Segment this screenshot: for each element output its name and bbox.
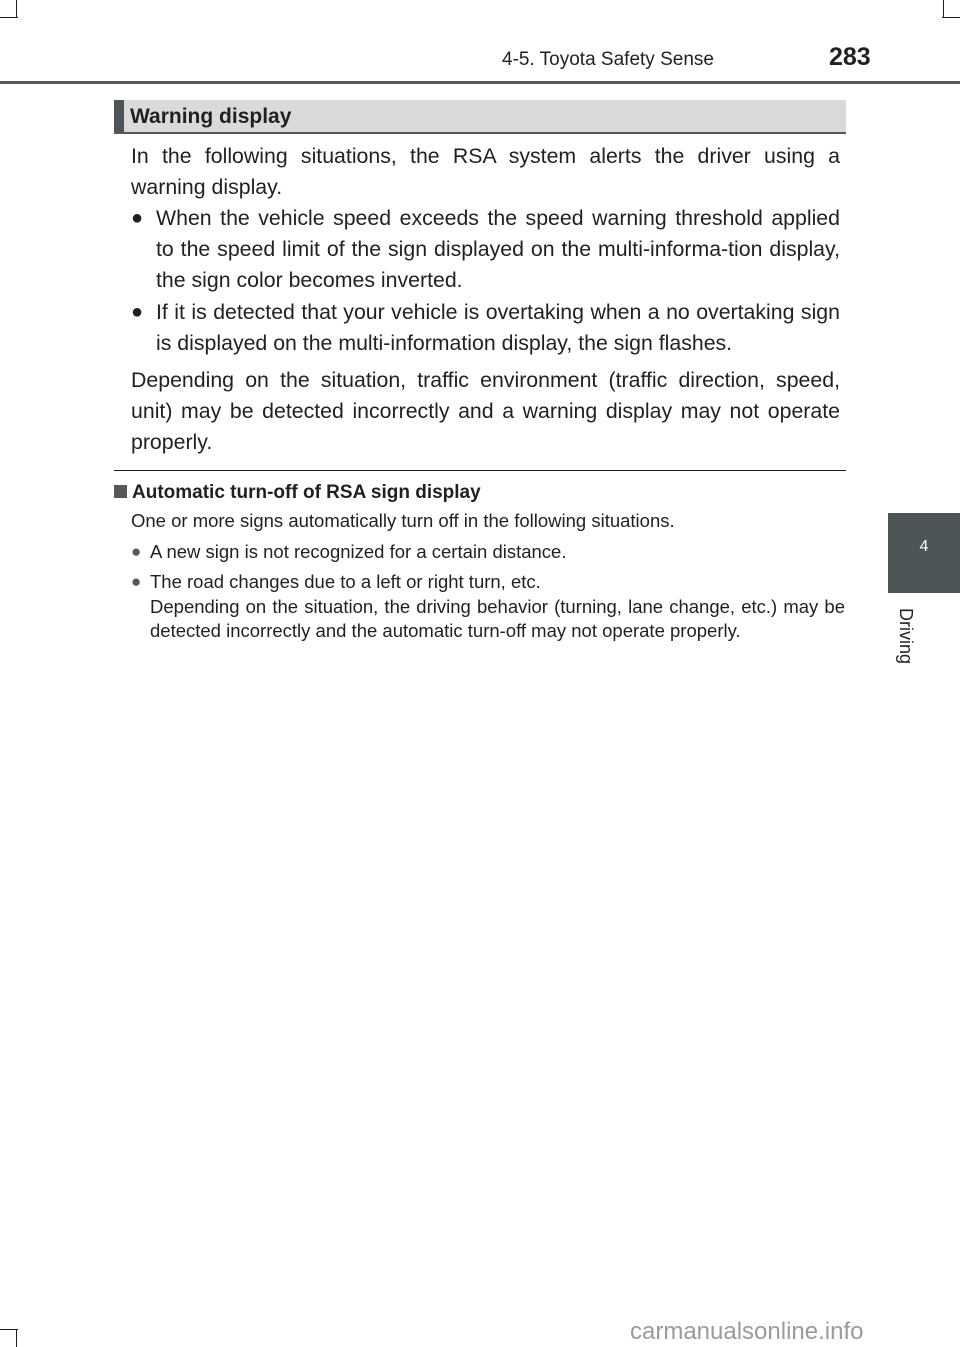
section-intro: In the following situations, the RSA system alerts the driver using a warning display.	[131, 144, 840, 199]
chapter-label: Driving	[896, 608, 916, 665]
section-heading-bar	[114, 100, 846, 134]
subsection-intro: One or more signs automatically turn off in the following situations.	[131, 510, 675, 531]
list-item: A new sign is not recognized for a certain distance.	[150, 541, 567, 562]
section-note: Depending on the situation, traffic environment (traffic direction, speed, unit) may be detected incorrectly and a warning display may not operate properly.	[131, 368, 840, 454]
bullet-dot-icon: ●	[131, 542, 142, 561]
subsection-title: Automatic turn-off of RSA sign display	[132, 482, 481, 503]
header-section-title: 4-5. Toyota Safety Sense	[502, 49, 714, 70]
bullet-dot-icon: ●	[131, 572, 142, 591]
header-divider	[0, 81, 960, 84]
subsection-heading	[114, 481, 481, 505]
watermark: carmanualsonline.info	[630, 1318, 864, 1345]
bullet-dot-icon: ●	[131, 301, 144, 323]
crop-mark	[942, 17, 960, 18]
section-heading-accent	[114, 100, 124, 132]
list-item: The road changes due to a left or right turn, etc.	[150, 571, 541, 592]
page-number: 283	[829, 43, 871, 71]
square-bullet-icon	[114, 485, 127, 498]
crop-mark	[0, 1329, 18, 1330]
chapter-tab	[888, 513, 960, 593]
bullet-dot-icon: ●	[131, 207, 144, 229]
section-title: Warning display	[130, 105, 292, 128]
list-item: When the vehicle speed exceeds the speed warning threshold applied to the speed limit of the sign displayed on the multi-informa-tion display, the sign color becomes inverted.	[156, 206, 840, 292]
crop-mark	[16, 0, 17, 18]
crop-mark	[16, 1329, 17, 1347]
list-item-detail: Depending on the situation, the driving behavior (turning, lane change, etc.) may be detected incorrectly and the automatic turn-off may not operate properly.	[150, 596, 845, 641]
crop-mark	[943, 0, 944, 18]
list-item: If it is detected that your vehicle is overtaking when a no overtaking sign is displayed on the multi-information display, the sign flashes.	[156, 300, 840, 355]
chapter-number: 4	[919, 538, 929, 555]
subsection-divider	[114, 470, 846, 471]
crop-mark	[0, 17, 18, 18]
